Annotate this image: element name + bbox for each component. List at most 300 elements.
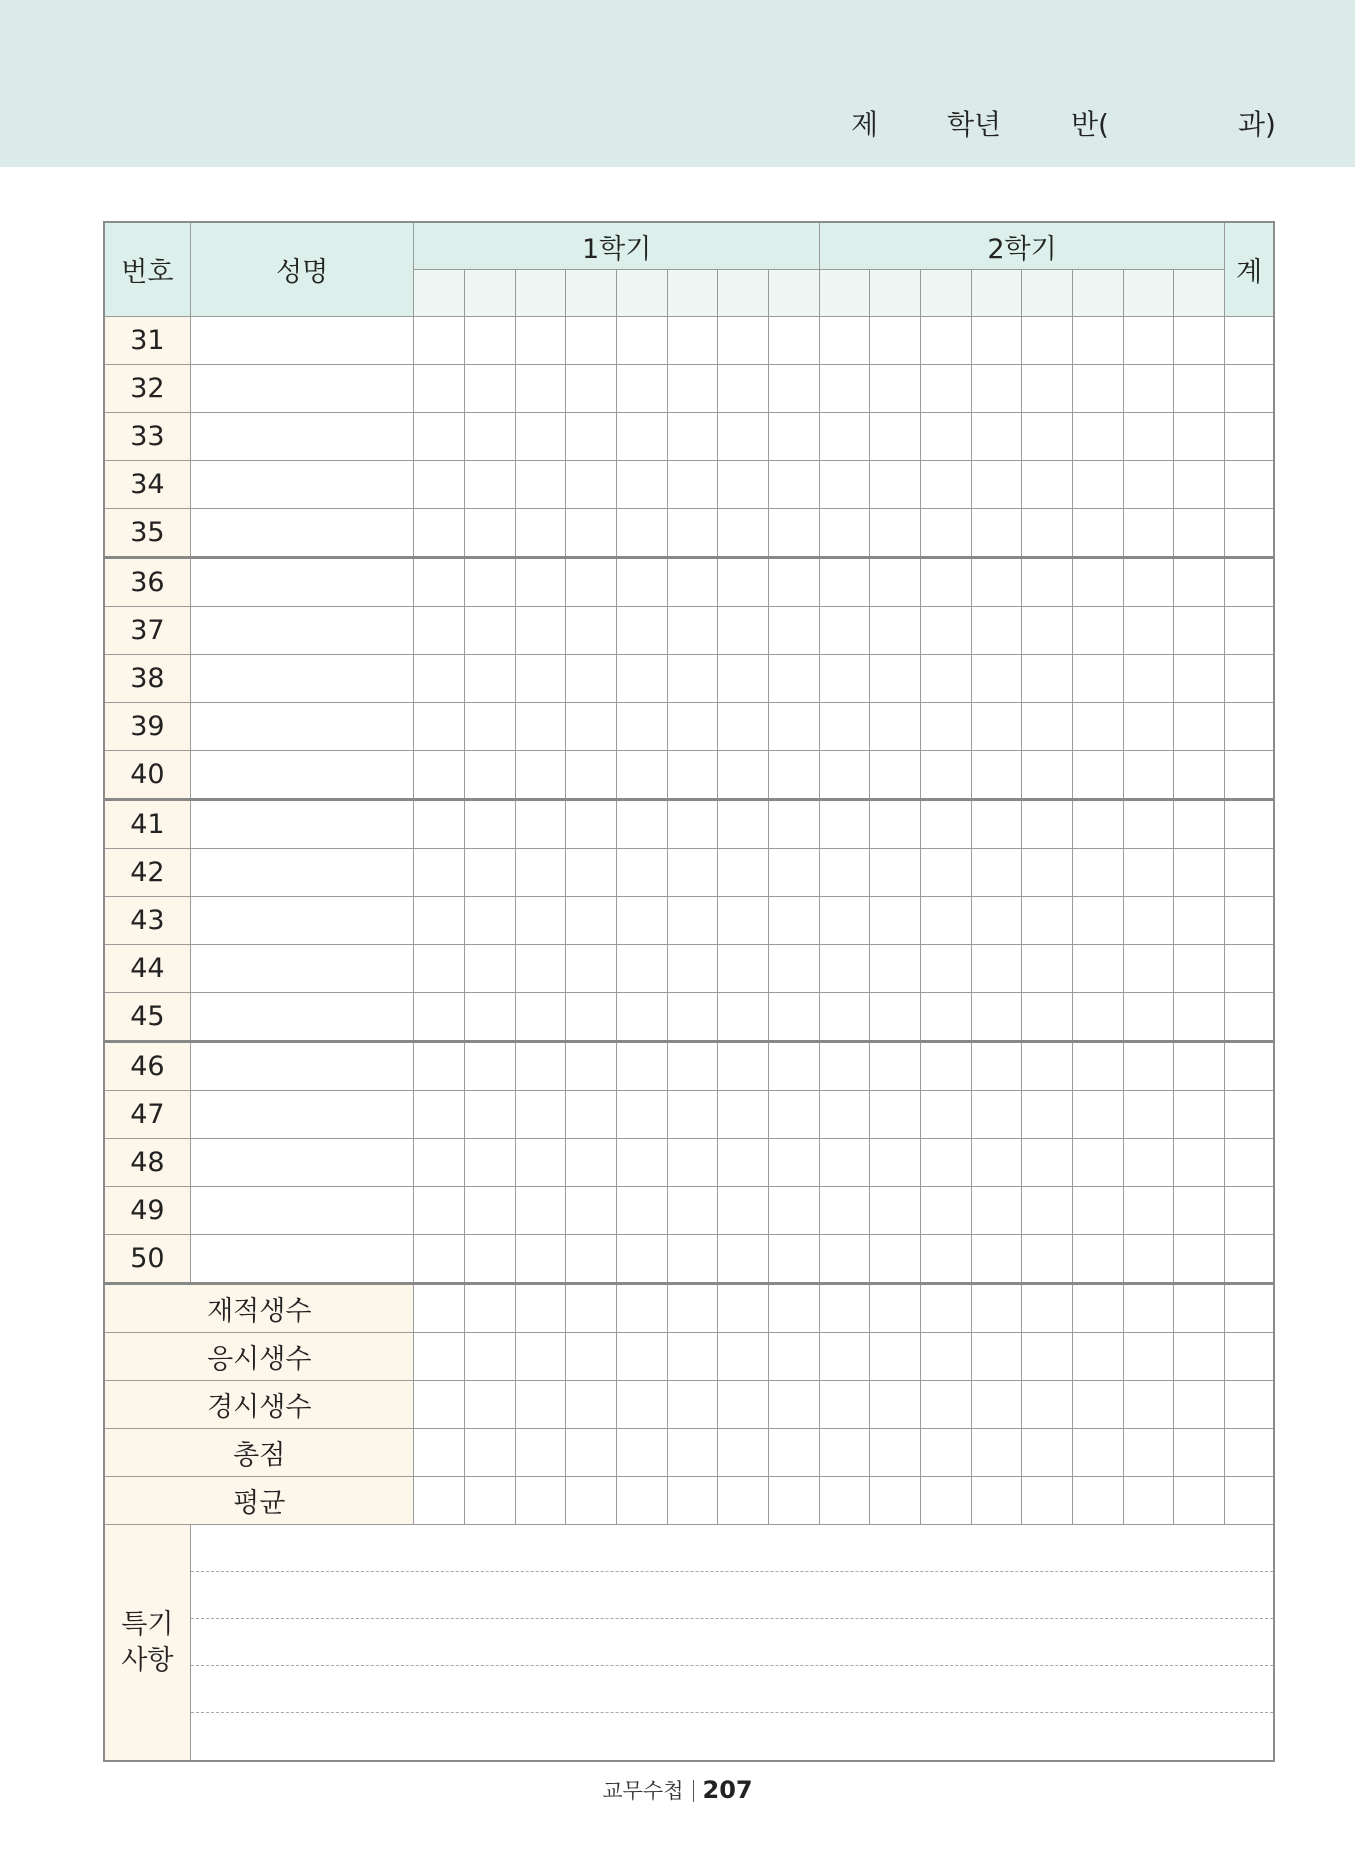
score-cell[interactable] (515, 1235, 566, 1284)
score-cell[interactable] (870, 1042, 921, 1091)
score-cell[interactable] (465, 317, 516, 365)
summary-cell[interactable] (718, 1284, 769, 1333)
score-cell[interactable] (769, 800, 820, 849)
score-cell[interactable] (667, 1091, 718, 1139)
score-cell[interactable] (414, 607, 465, 655)
score-cell[interactable] (465, 509, 516, 558)
summary-cell[interactable] (1123, 1429, 1174, 1477)
score-cell[interactable] (465, 607, 516, 655)
score-cell[interactable] (1123, 655, 1174, 703)
score-cell[interactable] (1123, 1042, 1174, 1091)
score-cell[interactable] (566, 1187, 617, 1235)
score-cell[interactable] (718, 993, 769, 1042)
score-cell[interactable] (819, 849, 870, 897)
summary-cell[interactable] (465, 1429, 516, 1477)
total-cell[interactable] (1225, 1235, 1274, 1284)
score-cell[interactable] (870, 461, 921, 509)
score-cell[interactable] (971, 509, 1022, 558)
summary-cell[interactable] (1073, 1333, 1124, 1381)
summary-cell[interactable] (414, 1429, 465, 1477)
score-cell[interactable] (515, 800, 566, 849)
summary-cell[interactable] (718, 1429, 769, 1477)
score-cell[interactable] (1073, 800, 1124, 849)
score-cell[interactable] (1073, 607, 1124, 655)
total-cell[interactable] (1225, 607, 1274, 655)
total-cell[interactable] (1225, 897, 1274, 945)
score-cell[interactable] (566, 800, 617, 849)
summary-cell[interactable] (1174, 1477, 1225, 1525)
score-cell[interactable] (1073, 945, 1124, 993)
score-cell[interactable] (667, 509, 718, 558)
score-cell[interactable] (1174, 1187, 1225, 1235)
summary-cell[interactable] (1225, 1333, 1274, 1381)
score-cell[interactable] (414, 800, 465, 849)
score-cell[interactable] (921, 849, 972, 897)
score-cell[interactable] (1174, 655, 1225, 703)
score-cell[interactable] (515, 751, 566, 800)
score-cell[interactable] (870, 849, 921, 897)
score-cell[interactable] (1123, 509, 1174, 558)
score-cell[interactable] (515, 849, 566, 897)
student-name-cell[interactable] (190, 413, 414, 461)
score-cell[interactable] (1073, 558, 1124, 607)
score-cell[interactable] (566, 849, 617, 897)
score-cell[interactable] (1073, 509, 1124, 558)
score-cell[interactable] (1073, 993, 1124, 1042)
score-cell[interactable] (870, 317, 921, 365)
score-cell[interactable] (769, 1091, 820, 1139)
summary-cell[interactable] (414, 1333, 465, 1381)
total-cell[interactable] (1225, 317, 1274, 365)
score-cell[interactable] (769, 993, 820, 1042)
score-cell[interactable] (1123, 607, 1174, 655)
summary-cell[interactable] (566, 1284, 617, 1333)
score-cell[interactable] (617, 1091, 668, 1139)
student-name-cell[interactable] (190, 1042, 414, 1091)
summary-cell[interactable] (1022, 1381, 1073, 1429)
summary-cell[interactable] (971, 1284, 1022, 1333)
summary-cell[interactable] (515, 1429, 566, 1477)
score-cell[interactable] (667, 897, 718, 945)
score-cell[interactable] (870, 945, 921, 993)
score-cell[interactable] (819, 1139, 870, 1187)
score-cell[interactable] (870, 607, 921, 655)
summary-cell[interactable] (617, 1381, 668, 1429)
score-cell[interactable] (870, 365, 921, 413)
score-cell[interactable] (819, 1042, 870, 1091)
score-cell[interactable] (921, 365, 972, 413)
summary-cell[interactable] (819, 1333, 870, 1381)
summary-cell[interactable] (870, 1284, 921, 1333)
score-cell[interactable] (870, 1235, 921, 1284)
score-cell[interactable] (971, 800, 1022, 849)
score-cell[interactable] (566, 703, 617, 751)
score-cell[interactable] (1123, 800, 1174, 849)
score-cell[interactable] (1022, 1235, 1073, 1284)
score-cell[interactable] (1174, 461, 1225, 509)
student-name-cell[interactable] (190, 1235, 414, 1284)
student-name-cell[interactable] (190, 1139, 414, 1187)
score-cell[interactable] (819, 945, 870, 993)
summary-cell[interactable] (667, 1381, 718, 1429)
score-cell[interactable] (971, 558, 1022, 607)
score-cell[interactable] (465, 945, 516, 993)
score-cell[interactable] (921, 897, 972, 945)
score-cell[interactable] (1022, 655, 1073, 703)
score-cell[interactable] (414, 1042, 465, 1091)
score-cell[interactable] (566, 751, 617, 800)
summary-cell[interactable] (718, 1333, 769, 1381)
student-name-cell[interactable] (190, 365, 414, 413)
score-cell[interactable] (718, 849, 769, 897)
score-cell[interactable] (769, 703, 820, 751)
score-cell[interactable] (515, 413, 566, 461)
total-cell[interactable] (1225, 703, 1274, 751)
notes-line[interactable] (191, 1713, 1273, 1760)
score-cell[interactable] (971, 751, 1022, 800)
score-cell[interactable] (1073, 1042, 1124, 1091)
score-cell[interactable] (819, 607, 870, 655)
summary-cell[interactable] (870, 1429, 921, 1477)
summary-cell[interactable] (617, 1333, 668, 1381)
score-cell[interactable] (566, 655, 617, 703)
score-cell[interactable] (718, 317, 769, 365)
score-cell[interactable] (515, 703, 566, 751)
summary-cell[interactable] (1022, 1429, 1073, 1477)
score-cell[interactable] (465, 1139, 516, 1187)
score-cell[interactable] (1022, 317, 1073, 365)
score-cell[interactable] (515, 317, 566, 365)
summary-cell[interactable] (414, 1477, 465, 1525)
summary-cell[interactable] (971, 1333, 1022, 1381)
total-cell[interactable] (1225, 461, 1274, 509)
score-cell[interactable] (971, 1091, 1022, 1139)
score-cell[interactable] (617, 509, 668, 558)
summary-cell[interactable] (921, 1381, 972, 1429)
score-cell[interactable] (971, 897, 1022, 945)
score-cell[interactable] (718, 461, 769, 509)
score-cell[interactable] (1174, 1139, 1225, 1187)
score-cell[interactable] (414, 897, 465, 945)
score-cell[interactable] (667, 703, 718, 751)
score-cell[interactable] (617, 993, 668, 1042)
score-cell[interactable] (718, 897, 769, 945)
summary-cell[interactable] (1073, 1429, 1124, 1477)
summary-cell[interactable] (667, 1333, 718, 1381)
score-cell[interactable] (1123, 1139, 1174, 1187)
score-cell[interactable] (1123, 849, 1174, 897)
summary-cell[interactable] (617, 1284, 668, 1333)
score-cell[interactable] (718, 703, 769, 751)
score-cell[interactable] (667, 558, 718, 607)
score-cell[interactable] (414, 1235, 465, 1284)
student-name-cell[interactable] (190, 800, 414, 849)
score-cell[interactable] (515, 1042, 566, 1091)
score-cell[interactable] (971, 1187, 1022, 1235)
total-cell[interactable] (1225, 800, 1274, 849)
score-cell[interactable] (465, 1235, 516, 1284)
score-cell[interactable] (1073, 461, 1124, 509)
score-cell[interactable] (515, 1091, 566, 1139)
student-name-cell[interactable] (190, 509, 414, 558)
score-cell[interactable] (921, 413, 972, 461)
score-cell[interactable] (1022, 800, 1073, 849)
student-name-cell[interactable] (190, 1091, 414, 1139)
summary-cell[interactable] (515, 1333, 566, 1381)
score-cell[interactable] (921, 558, 972, 607)
summary-cell[interactable] (921, 1429, 972, 1477)
score-cell[interactable] (566, 607, 617, 655)
score-cell[interactable] (617, 897, 668, 945)
student-name-cell[interactable] (190, 849, 414, 897)
score-cell[interactable] (819, 1235, 870, 1284)
score-cell[interactable] (566, 317, 617, 365)
score-cell[interactable] (870, 993, 921, 1042)
summary-cell[interactable] (1174, 1429, 1225, 1477)
score-cell[interactable] (971, 1139, 1022, 1187)
score-cell[interactable] (414, 1091, 465, 1139)
student-name-cell[interactable] (190, 461, 414, 509)
score-cell[interactable] (667, 607, 718, 655)
score-cell[interactable] (921, 1042, 972, 1091)
score-cell[interactable] (718, 413, 769, 461)
summary-cell[interactable] (1225, 1284, 1274, 1333)
summary-cell[interactable] (921, 1333, 972, 1381)
score-cell[interactable] (566, 558, 617, 607)
score-cell[interactable] (1022, 509, 1073, 558)
score-cell[interactable] (465, 1187, 516, 1235)
score-cell[interactable] (718, 1235, 769, 1284)
score-cell[interactable] (1174, 1235, 1225, 1284)
score-cell[interactable] (971, 461, 1022, 509)
notes-line[interactable] (191, 1666, 1273, 1713)
score-cell[interactable] (515, 1139, 566, 1187)
score-cell[interactable] (1022, 1187, 1073, 1235)
summary-cell[interactable] (515, 1381, 566, 1429)
score-cell[interactable] (465, 849, 516, 897)
score-cell[interactable] (1073, 1235, 1124, 1284)
summary-cell[interactable] (414, 1381, 465, 1429)
student-name-cell[interactable] (190, 703, 414, 751)
score-cell[interactable] (566, 461, 617, 509)
score-cell[interactable] (465, 558, 516, 607)
score-cell[interactable] (1174, 945, 1225, 993)
score-cell[interactable] (1022, 413, 1073, 461)
summary-cell[interactable] (1225, 1381, 1274, 1429)
score-cell[interactable] (617, 849, 668, 897)
score-cell[interactable] (769, 365, 820, 413)
score-cell[interactable] (667, 365, 718, 413)
score-cell[interactable] (819, 558, 870, 607)
score-cell[interactable] (1174, 413, 1225, 461)
score-cell[interactable] (819, 1091, 870, 1139)
summary-cell[interactable] (566, 1477, 617, 1525)
score-cell[interactable] (1073, 413, 1124, 461)
score-cell[interactable] (414, 849, 465, 897)
score-cell[interactable] (667, 993, 718, 1042)
summary-cell[interactable] (1225, 1477, 1274, 1525)
total-cell[interactable] (1225, 655, 1274, 703)
summary-cell[interactable] (515, 1284, 566, 1333)
score-cell[interactable] (921, 461, 972, 509)
score-cell[interactable] (414, 558, 465, 607)
total-cell[interactable] (1225, 751, 1274, 800)
score-cell[interactable] (921, 751, 972, 800)
score-cell[interactable] (1174, 751, 1225, 800)
score-cell[interactable] (870, 897, 921, 945)
total-cell[interactable] (1225, 365, 1274, 413)
score-cell[interactable] (921, 800, 972, 849)
score-cell[interactable] (414, 317, 465, 365)
summary-cell[interactable] (667, 1284, 718, 1333)
score-cell[interactable] (414, 1187, 465, 1235)
score-cell[interactable] (921, 993, 972, 1042)
score-cell[interactable] (819, 461, 870, 509)
summary-cell[interactable] (1225, 1429, 1274, 1477)
score-cell[interactable] (515, 365, 566, 413)
score-cell[interactable] (1022, 703, 1073, 751)
score-cell[interactable] (870, 1091, 921, 1139)
score-cell[interactable] (667, 1235, 718, 1284)
score-cell[interactable] (971, 413, 1022, 461)
total-cell[interactable] (1225, 945, 1274, 993)
score-cell[interactable] (617, 1187, 668, 1235)
score-cell[interactable] (971, 655, 1022, 703)
score-cell[interactable] (667, 317, 718, 365)
summary-cell[interactable] (414, 1284, 465, 1333)
score-cell[interactable] (971, 849, 1022, 897)
score-cell[interactable] (566, 993, 617, 1042)
score-cell[interactable] (1174, 1091, 1225, 1139)
summary-cell[interactable] (819, 1381, 870, 1429)
score-cell[interactable] (1022, 993, 1073, 1042)
total-cell[interactable] (1225, 1042, 1274, 1091)
score-cell[interactable] (718, 945, 769, 993)
summary-cell[interactable] (1174, 1284, 1225, 1333)
summary-cell[interactable] (819, 1429, 870, 1477)
score-cell[interactable] (617, 413, 668, 461)
score-cell[interactable] (921, 1091, 972, 1139)
score-cell[interactable] (465, 1091, 516, 1139)
notes-line[interactable] (191, 1619, 1273, 1666)
score-cell[interactable] (921, 1139, 972, 1187)
score-cell[interactable] (414, 751, 465, 800)
score-cell[interactable] (718, 558, 769, 607)
summary-cell[interactable] (1123, 1333, 1174, 1381)
score-cell[interactable] (921, 703, 972, 751)
score-cell[interactable] (1073, 751, 1124, 800)
score-cell[interactable] (667, 849, 718, 897)
score-cell[interactable] (515, 558, 566, 607)
score-cell[interactable] (1022, 558, 1073, 607)
summary-cell[interactable] (769, 1429, 820, 1477)
score-cell[interactable] (870, 413, 921, 461)
score-cell[interactable] (1022, 849, 1073, 897)
score-cell[interactable] (414, 413, 465, 461)
summary-cell[interactable] (769, 1284, 820, 1333)
score-cell[interactable] (870, 703, 921, 751)
score-cell[interactable] (819, 703, 870, 751)
total-cell[interactable] (1225, 1139, 1274, 1187)
summary-cell[interactable] (1022, 1477, 1073, 1525)
score-cell[interactable] (769, 655, 820, 703)
total-cell[interactable] (1225, 509, 1274, 558)
score-cell[interactable] (1123, 703, 1174, 751)
score-cell[interactable] (414, 365, 465, 413)
score-cell[interactable] (465, 897, 516, 945)
score-cell[interactable] (566, 365, 617, 413)
score-cell[interactable] (769, 461, 820, 509)
score-cell[interactable] (971, 945, 1022, 993)
score-cell[interactable] (667, 945, 718, 993)
score-cell[interactable] (769, 849, 820, 897)
student-name-cell[interactable] (190, 945, 414, 993)
score-cell[interactable] (667, 1042, 718, 1091)
summary-cell[interactable] (1123, 1284, 1174, 1333)
score-cell[interactable] (465, 365, 516, 413)
score-cell[interactable] (921, 607, 972, 655)
summary-cell[interactable] (870, 1381, 921, 1429)
student-name-cell[interactable] (190, 607, 414, 655)
summary-cell[interactable] (971, 1477, 1022, 1525)
score-cell[interactable] (667, 655, 718, 703)
score-cell[interactable] (566, 945, 617, 993)
score-cell[interactable] (566, 413, 617, 461)
score-cell[interactable] (465, 993, 516, 1042)
score-cell[interactable] (1073, 1091, 1124, 1139)
score-cell[interactable] (617, 365, 668, 413)
score-cell[interactable] (617, 703, 668, 751)
score-cell[interactable] (870, 509, 921, 558)
score-cell[interactable] (971, 365, 1022, 413)
score-cell[interactable] (1022, 945, 1073, 993)
summary-cell[interactable] (465, 1381, 516, 1429)
score-cell[interactable] (566, 1042, 617, 1091)
summary-cell[interactable] (667, 1477, 718, 1525)
score-cell[interactable] (465, 703, 516, 751)
score-cell[interactable] (1022, 461, 1073, 509)
summary-cell[interactable] (1073, 1381, 1124, 1429)
score-cell[interactable] (1174, 509, 1225, 558)
score-cell[interactable] (769, 509, 820, 558)
student-name-cell[interactable] (190, 897, 414, 945)
score-cell[interactable] (819, 1187, 870, 1235)
score-cell[interactable] (769, 751, 820, 800)
summary-cell[interactable] (1174, 1333, 1225, 1381)
score-cell[interactable] (1123, 365, 1174, 413)
score-cell[interactable] (566, 1139, 617, 1187)
score-cell[interactable] (1022, 751, 1073, 800)
score-cell[interactable] (566, 509, 617, 558)
score-cell[interactable] (819, 655, 870, 703)
score-cell[interactable] (819, 751, 870, 800)
score-cell[interactable] (414, 655, 465, 703)
score-cell[interactable] (921, 317, 972, 365)
score-cell[interactable] (718, 751, 769, 800)
summary-cell[interactable] (566, 1333, 617, 1381)
student-name-cell[interactable] (190, 751, 414, 800)
student-name-cell[interactable] (190, 317, 414, 365)
total-cell[interactable] (1225, 1091, 1274, 1139)
score-cell[interactable] (718, 1042, 769, 1091)
score-cell[interactable] (515, 509, 566, 558)
total-cell[interactable] (1225, 1187, 1274, 1235)
score-cell[interactable] (1073, 849, 1124, 897)
score-cell[interactable] (819, 897, 870, 945)
score-cell[interactable] (769, 607, 820, 655)
score-cell[interactable] (1123, 897, 1174, 945)
total-cell[interactable] (1225, 993, 1274, 1042)
